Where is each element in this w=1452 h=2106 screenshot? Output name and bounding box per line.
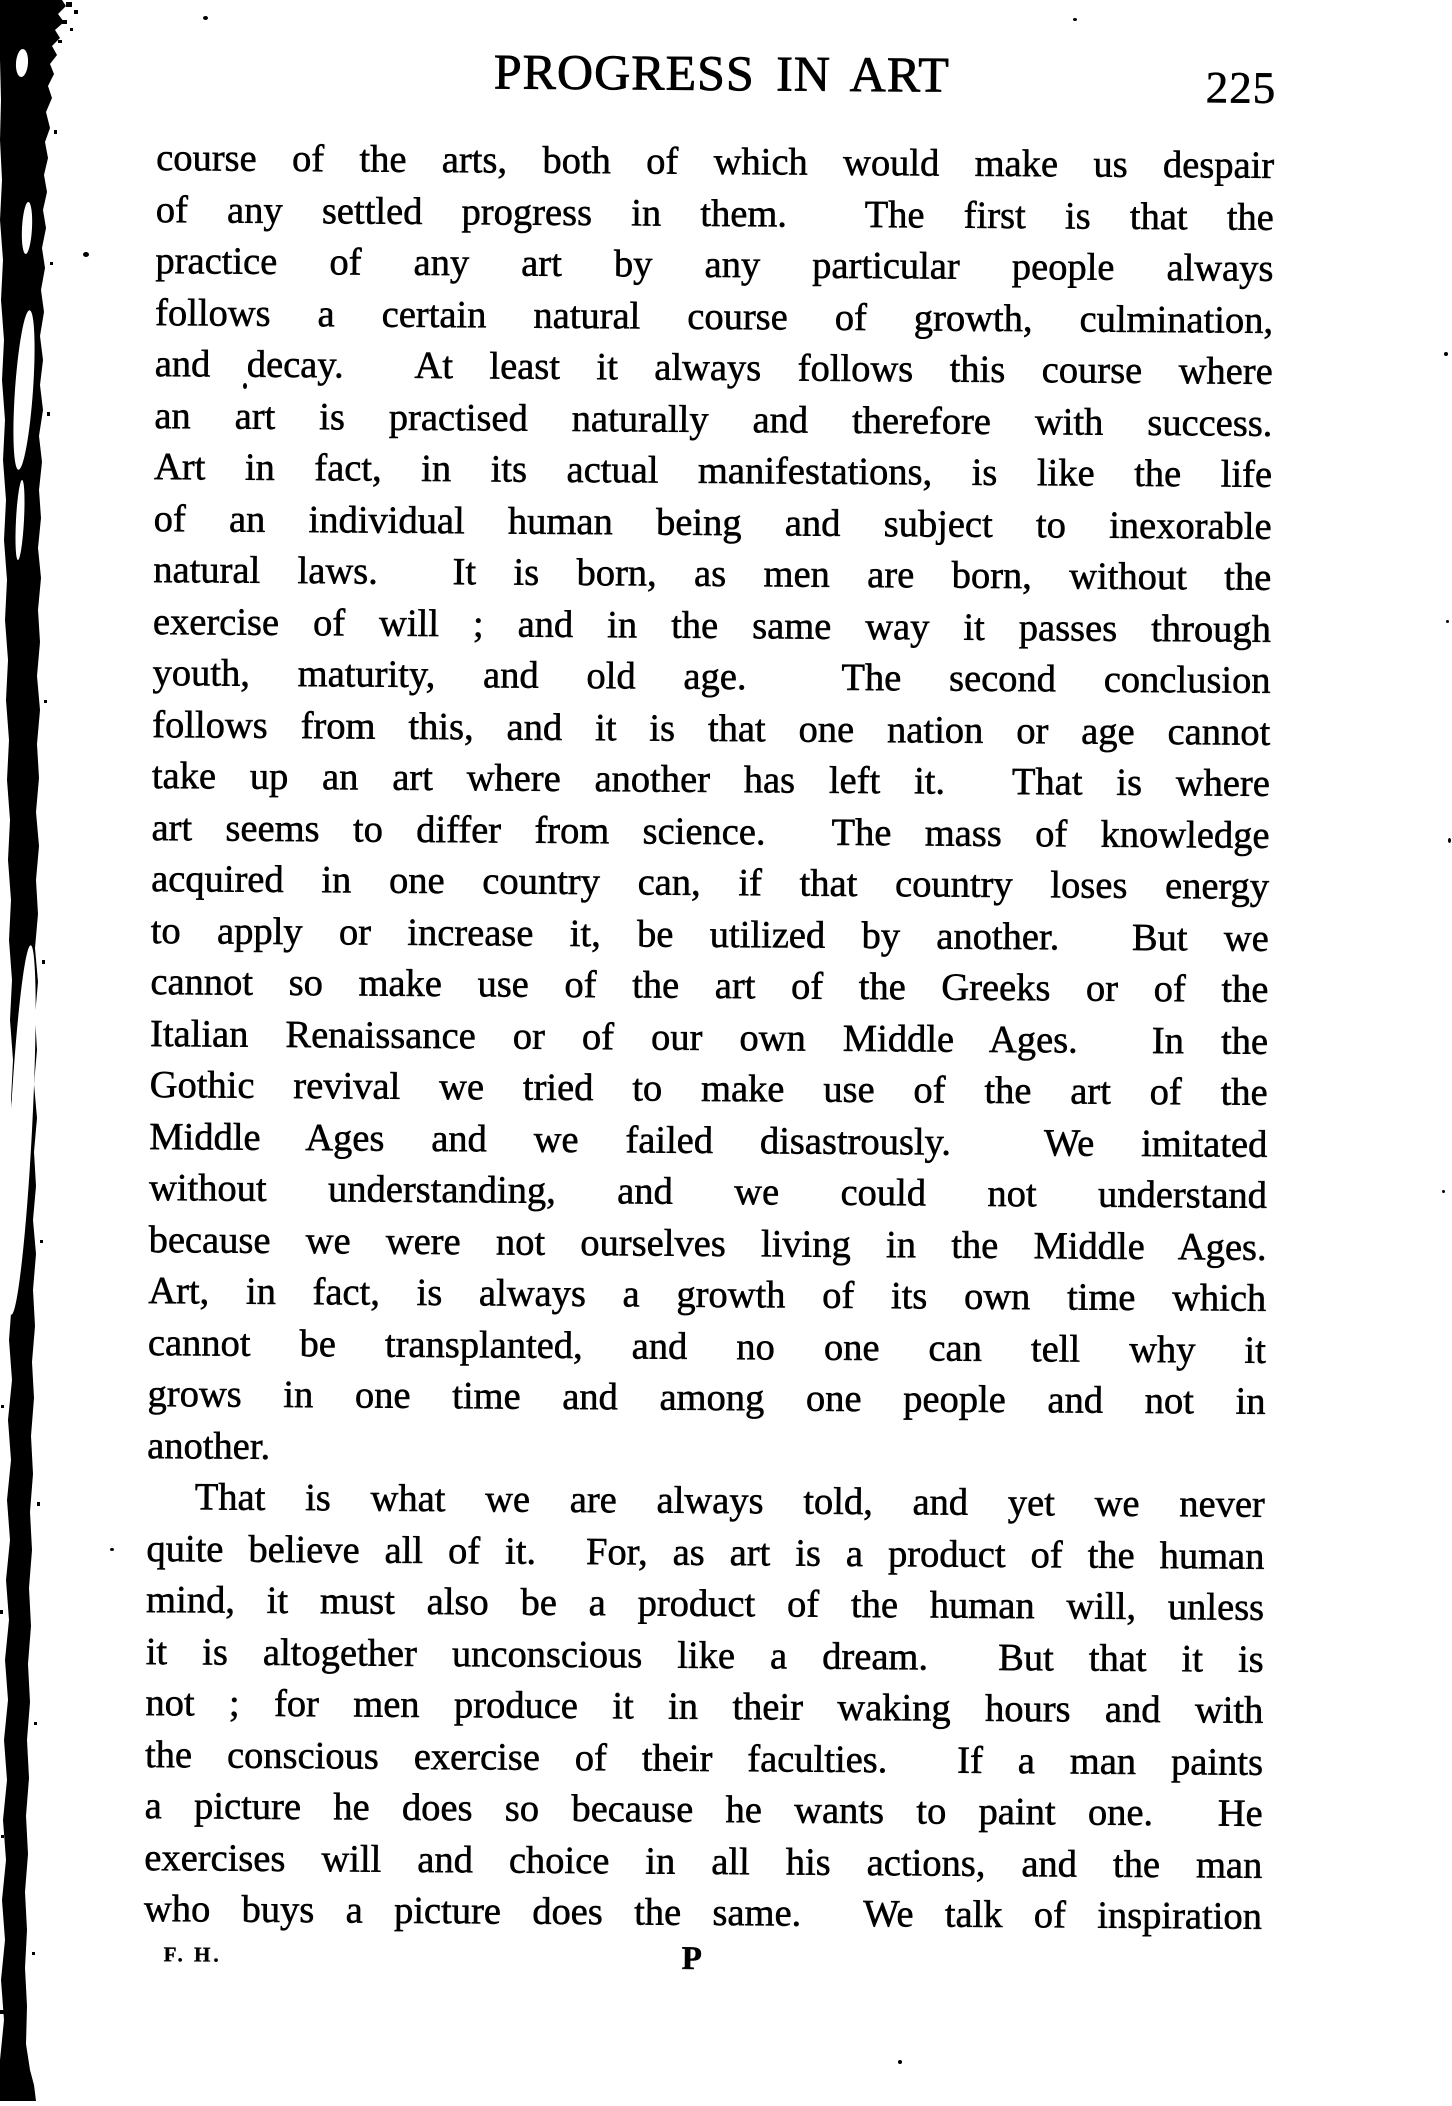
body-line: take up an art where another has left it. That is where: [151, 755, 1271, 805]
body-line: exercise of will ; and in the same way it passes through: [152, 600, 1272, 651]
body-line: Middle Ages and we failed disastrously. We imitated: [149, 1115, 1268, 1166]
body-line: acquired in one country can, if that country loses energy: [151, 858, 1270, 908]
body-line: an art is practised naturally and therefore with success.: [154, 394, 1273, 445]
body-line: Art, in fact, is always a growth of its own time which: [148, 1270, 1267, 1320]
body-line: of any settled progress in them. The first is that the: [155, 188, 1274, 239]
body-line: and decay. At least it always follows this course where: [154, 343, 1273, 393]
body-line: grows in one time and among one people and not in: [147, 1373, 1266, 1423]
body-line: to apply or increase it, be utilized by another. But we: [150, 909, 1269, 960]
body-line: not ; for men produce it in their waking hours and with: [145, 1682, 1264, 1732]
body-line: follows a certain natural course of growth, culmination,: [154, 291, 1274, 342]
body-line: youth, maturity, and old age. The second conclusion: [152, 652, 1271, 702]
body-line: cannot so make use of the art of the Greeks or of the: [150, 961, 1269, 1011]
body-line: the conscious exercise of their faculties. If a man paints: [144, 1733, 1264, 1784]
body-text: [144, 133, 1275, 1943]
body-line: of an individual human being and subject to inexorable: [153, 497, 1272, 548]
body-line: Gothic revival we tried to make use of the art of the: [149, 1064, 1268, 1114]
body-line: without understanding, and we could not understand: [148, 1167, 1268, 1217]
body-line: who buys a picture does the same. We talk of inspiration: [143, 1888, 1263, 1938]
body-line: a picture he does so because he wants to paint one. He: [144, 1785, 1263, 1835]
body-line: Art in fact, in its actual manifestations, is like the life: [153, 446, 1273, 496]
running-head-title: PROGRESS IN ART: [493, 43, 950, 103]
footer-printers-signature-mark: P: [681, 1940, 702, 1977]
body-line: course of the arts, both of which would make us despair: [156, 137, 1275, 187]
body-line: follows from this, and it is that one nation or age cannot: [152, 703, 1271, 754]
body-line: quite believe all of it. For, as art is a product of the human: [146, 1527, 1265, 1578]
body-line: art seems to differ from science. The mass of knowledge: [151, 806, 1270, 857]
body-line: another.: [147, 1424, 271, 1468]
footer-author-initials: F. H.: [163, 1942, 222, 1967]
body-line: cannot be transplanted, and no one can tell why it: [147, 1321, 1267, 1372]
body-line: mind, it must also be a product of the human will, unless: [145, 1579, 1265, 1629]
page-number: 225: [1205, 62, 1277, 113]
body-line: natural laws. It is born, as men are born, without the: [153, 549, 1272, 599]
body-line: practice of any art by any particular people always: [155, 240, 1274, 290]
body-line: it is altogether unconscious like a dream. But that it is: [145, 1630, 1264, 1681]
body-line: That is what we are always told, and yet we never: [194, 1476, 1265, 1526]
body-line: Italian Renaissance or of our own Middle Ages. In the: [149, 1012, 1269, 1063]
body-line: exercises will and choice in all his actions, and the man: [144, 1836, 1263, 1887]
body-line: because we were not ourselves living in the Middle Ages.: [148, 1218, 1267, 1269]
